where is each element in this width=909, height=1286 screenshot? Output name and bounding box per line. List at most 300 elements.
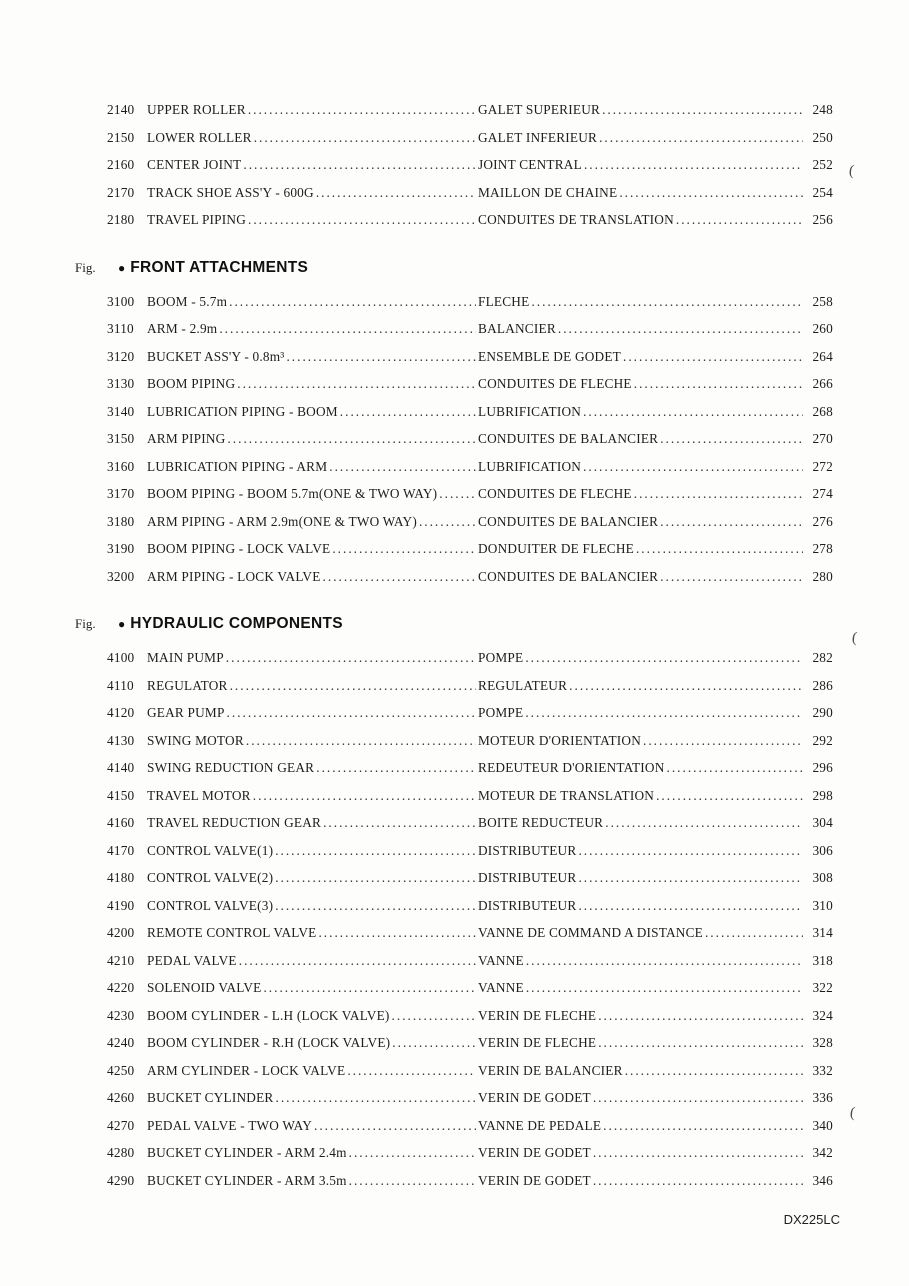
toc-row-right xyxy=(478,288,833,316)
title-en: TRAVEL REDUCTION GEAR xyxy=(147,815,322,830)
dot-leader xyxy=(248,206,476,234)
dot-leader xyxy=(239,947,476,975)
toc-row-right xyxy=(478,398,833,426)
toc-row xyxy=(75,1139,833,1167)
title-fr: JOINT CENTRAL xyxy=(478,157,582,172)
figure-number: 3110 xyxy=(107,321,134,336)
toc-row xyxy=(75,947,833,975)
title-fr: MAILLON DE CHAINE xyxy=(478,184,618,200)
page-number: 336 xyxy=(812,1090,833,1105)
dot-leader xyxy=(243,151,476,179)
figure-number: 4230 xyxy=(107,1007,135,1023)
toc-row-left xyxy=(107,370,478,398)
page-number: 328 xyxy=(812,1035,833,1050)
toc-row-left xyxy=(107,837,478,865)
dot-leader xyxy=(248,96,476,124)
dot-leader xyxy=(526,974,803,1002)
title-en: CONTROL VALVE(2) xyxy=(147,870,274,885)
dot-leader xyxy=(263,974,476,1002)
toc-row-left xyxy=(107,974,478,1002)
dot-leader xyxy=(219,315,476,343)
toc-row-right xyxy=(478,480,833,508)
figure-number: 2140 xyxy=(107,102,135,117)
page-number: 290 xyxy=(812,705,833,720)
dot-leader xyxy=(656,782,803,810)
title-en: LUBRICATION PIPING - ARM xyxy=(147,458,328,474)
dot-leader xyxy=(605,809,803,837)
toc-row-right xyxy=(478,151,833,179)
figure-number: 4280 xyxy=(107,1145,135,1160)
toc-row-left xyxy=(107,809,478,837)
dot-leader xyxy=(667,754,803,782)
dot-leader xyxy=(230,672,476,700)
title-en: ARM - 2.9m xyxy=(147,321,218,336)
dot-leader xyxy=(660,508,803,536)
toc-row xyxy=(75,96,833,124)
toc-row-right xyxy=(478,782,833,810)
dot-leader xyxy=(275,864,476,892)
title-fr: DISTRIBUTEUR xyxy=(478,842,577,858)
title-fr: POMPE xyxy=(478,650,524,665)
toc-row xyxy=(75,124,833,152)
toc-row-right xyxy=(478,1112,833,1140)
figure-number: 4120 xyxy=(107,705,135,720)
toc-row xyxy=(75,864,833,892)
toc-row-left xyxy=(107,206,478,234)
title-en: BOOM CYLINDER - R.H (LOCK VALVE) xyxy=(147,1035,391,1050)
dot-leader xyxy=(569,672,803,700)
dot-leader xyxy=(246,727,476,755)
title-fr: DISTRIBUTEUR xyxy=(478,897,577,913)
toc-row-right xyxy=(478,919,833,947)
figure-number: 3170 xyxy=(107,486,135,501)
figure-number: 3100 xyxy=(107,293,135,309)
dot-leader xyxy=(276,1084,477,1112)
title-en: LUBRICATION PIPING - BOOM xyxy=(147,403,338,419)
dot-leader xyxy=(275,837,476,865)
toc-row xyxy=(75,644,833,672)
title-fr: DISTRIBUTEUR xyxy=(478,870,577,885)
dot-leader xyxy=(349,1167,476,1195)
toc-row-right xyxy=(478,370,833,398)
title-fr: REGULATEUR xyxy=(478,677,568,693)
figure-number: 2160 xyxy=(107,157,135,172)
section-title: FRONT ATTACHMENTS xyxy=(130,258,309,276)
figure-number: 4220 xyxy=(107,980,135,995)
dot-leader xyxy=(619,179,803,207)
toc-row-right xyxy=(478,1139,833,1167)
title-fr: DONDUITER DE FLECHE xyxy=(478,541,634,556)
dot-leader xyxy=(593,1139,803,1167)
title-fr: CONDUITES DE BALANCIER xyxy=(478,513,659,529)
dot-leader xyxy=(392,1002,476,1030)
title-en: TRACK SHOE ASS'Y - 600G xyxy=(147,184,314,200)
title-fr: VERIN DE BALANCIER xyxy=(478,1062,623,1078)
dot-leader xyxy=(525,644,803,672)
dot-leader xyxy=(603,1112,803,1140)
page-number: 254 xyxy=(812,184,833,200)
title-en: ARM PIPING xyxy=(147,431,226,446)
title-fr: CONDUITES DE BALANCIER xyxy=(478,568,659,584)
title-en: BOOM - 5.7m xyxy=(147,293,228,309)
page-number: 304 xyxy=(812,815,833,830)
toc-section xyxy=(75,614,833,1194)
fig-label: Fig. xyxy=(75,616,96,631)
dot-leader xyxy=(349,1139,476,1167)
dot-leader xyxy=(318,919,476,947)
toc-row-left xyxy=(107,425,478,453)
dot-leader xyxy=(323,563,476,591)
page-number: 324 xyxy=(812,1007,833,1023)
title-fr: VANNE xyxy=(478,952,524,968)
toc-row-left xyxy=(107,782,478,810)
toc-row-left xyxy=(107,1139,478,1167)
toc-row-right xyxy=(478,672,833,700)
toc-row-left xyxy=(107,1112,478,1140)
title-en: BOOM CYLINDER - L.H (LOCK VALVE) xyxy=(147,1007,390,1023)
page-number: 346 xyxy=(812,1172,833,1188)
figure-number: 4180 xyxy=(107,870,135,885)
figure-number: 4210 xyxy=(107,952,135,968)
page-number: 314 xyxy=(812,925,833,940)
toc-row-right xyxy=(478,1084,833,1112)
dot-leader xyxy=(578,864,803,892)
figure-number: 4260 xyxy=(107,1090,135,1105)
dot-leader xyxy=(227,425,476,453)
dot-leader xyxy=(340,398,476,426)
toc-row xyxy=(75,1057,833,1085)
toc-row-left xyxy=(107,179,478,207)
title-en: BOOM PIPING - LOCK VALVE xyxy=(147,541,331,556)
dot-leader xyxy=(643,727,803,755)
toc-row xyxy=(75,837,833,865)
page-number: 286 xyxy=(812,677,833,693)
page-number: 296 xyxy=(812,760,833,775)
figure-number: 4160 xyxy=(107,815,135,830)
toc-row xyxy=(75,179,833,207)
title-en: ARM PIPING - ARM 2.9m(ONE & TWO WAY) xyxy=(147,513,417,529)
title-fr: MOTEUR DE TRANSLATION xyxy=(478,787,655,803)
toc-row-left xyxy=(107,919,478,947)
toc-row xyxy=(75,370,833,398)
title-fr: LUBRIFICATION xyxy=(478,458,582,474)
page-number: 250 xyxy=(812,129,833,145)
dot-leader xyxy=(583,398,803,426)
title-en: REMOTE CONTROL VALVE xyxy=(147,925,317,940)
toc-row xyxy=(75,727,833,755)
toc-row xyxy=(75,919,833,947)
toc-row-right xyxy=(478,864,833,892)
toc-row-right xyxy=(478,974,833,1002)
page-number: 282 xyxy=(812,650,833,665)
toc-row-right xyxy=(478,315,833,343)
title-en: PEDAL VALVE xyxy=(147,952,237,968)
figure-number: 3160 xyxy=(107,458,135,474)
page-number: 310 xyxy=(812,897,833,913)
page-number: 268 xyxy=(812,403,833,419)
toc-row xyxy=(75,699,833,727)
figure-number: 4140 xyxy=(107,760,135,775)
toc-row-right xyxy=(478,1029,833,1057)
toc-row-right xyxy=(478,1167,833,1195)
section-heading xyxy=(75,614,833,634)
page-number: 266 xyxy=(812,376,833,391)
toc-row xyxy=(75,151,833,179)
dot-leader xyxy=(237,370,476,398)
toc-row-right xyxy=(478,563,833,591)
toc-row-right xyxy=(478,96,833,124)
toc-row xyxy=(75,206,833,234)
toc-section xyxy=(75,258,833,591)
title-en: CONTROL VALVE(3) xyxy=(147,897,274,913)
dot-leader xyxy=(531,288,803,316)
dot-leader xyxy=(419,508,476,536)
toc-row xyxy=(75,892,833,920)
figure-number: 4200 xyxy=(107,925,135,940)
title-fr: VERIN DE GODET xyxy=(478,1172,591,1188)
toc-row xyxy=(75,754,833,782)
title-fr: GALET INFERIEUR xyxy=(478,129,598,145)
dot-leader xyxy=(578,837,803,865)
page-number: 298 xyxy=(812,787,833,803)
title-fr: POMPE xyxy=(478,705,524,720)
dot-leader xyxy=(323,809,476,837)
toc-row-left xyxy=(107,892,478,920)
toc-row-right xyxy=(478,179,833,207)
toc-row-right xyxy=(478,343,833,371)
figure-number: 3180 xyxy=(107,513,135,529)
toc-row xyxy=(75,1029,833,1057)
page-number: 306 xyxy=(812,842,833,858)
toc-row-right xyxy=(478,892,833,920)
title-fr: REDEUTEUR D'ORIENTATION xyxy=(478,760,665,775)
page-number: 332 xyxy=(812,1062,833,1078)
figure-number: 4270 xyxy=(107,1117,135,1133)
dot-leader xyxy=(634,480,803,508)
title-fr: BOITE REDUCTEUR xyxy=(478,815,604,830)
toc-row-left xyxy=(107,508,478,536)
title-en: CENTER JOINT xyxy=(147,157,242,172)
dot-leader xyxy=(347,1057,476,1085)
figure-number: 3150 xyxy=(107,431,135,446)
title-en: BUCKET ASS'Y - 0.8m³ xyxy=(147,348,285,364)
title-fr: CONDUITES DE TRANSLATION xyxy=(478,212,674,227)
toc-row xyxy=(75,535,833,563)
scan-artifact: ( xyxy=(851,629,858,647)
toc-row-left xyxy=(107,1029,478,1057)
dot-leader xyxy=(583,453,803,481)
figure-number: 4290 xyxy=(107,1172,135,1188)
title-en: TRAVEL MOTOR xyxy=(147,787,251,803)
title-fr: VERIN DE GODET xyxy=(478,1145,591,1160)
title-en: BOOM PIPING - BOOM 5.7m(ONE & TWO WAY) xyxy=(147,486,438,501)
toc-row-left xyxy=(107,672,478,700)
dot-leader xyxy=(316,179,476,207)
figure-number: 4170 xyxy=(107,842,135,858)
toc-row-right xyxy=(478,206,833,234)
dot-leader xyxy=(593,1167,803,1195)
dot-leader xyxy=(598,1002,803,1030)
title-fr: CONDUITES DE BALANCIER xyxy=(478,431,659,446)
toc-row-right xyxy=(478,453,833,481)
toc-row xyxy=(75,343,833,371)
dot-leader xyxy=(625,1057,803,1085)
page-number: 278 xyxy=(812,541,833,556)
scan-artifact: ( xyxy=(848,162,855,180)
toc-row-right xyxy=(478,754,833,782)
toc-row-right xyxy=(478,508,833,536)
toc-row xyxy=(75,425,833,453)
toc-row-left xyxy=(107,288,478,316)
dot-leader xyxy=(526,947,803,975)
dot-leader xyxy=(392,1029,476,1057)
dot-leader xyxy=(439,480,476,508)
title-en: LOWER ROLLER xyxy=(147,129,252,145)
dot-leader xyxy=(705,919,803,947)
title-en: ARM PIPING - LOCK VALVE xyxy=(147,568,321,584)
dot-leader xyxy=(593,1084,803,1112)
toc-row-left xyxy=(107,480,478,508)
figure-number: 4240 xyxy=(107,1035,135,1050)
toc-row xyxy=(75,1084,833,1112)
page-number: 342 xyxy=(812,1145,833,1160)
title-fr: FLECHE xyxy=(478,293,530,309)
figure-number: 4190 xyxy=(107,897,135,913)
bullet-icon: ● xyxy=(118,617,126,631)
figure-number: 2180 xyxy=(107,212,135,227)
dot-leader xyxy=(634,370,803,398)
toc-row-right xyxy=(478,1057,833,1085)
toc-row xyxy=(75,782,833,810)
toc-row xyxy=(75,315,833,343)
toc-row-right xyxy=(478,809,833,837)
dot-leader xyxy=(598,1029,803,1057)
bullet-icon: ● xyxy=(118,260,126,275)
dot-leader xyxy=(602,96,803,124)
dot-leader xyxy=(676,206,803,234)
title-fr: VANNE xyxy=(478,980,524,995)
toc-row xyxy=(75,1002,833,1030)
title-en: SWING MOTOR xyxy=(147,732,244,748)
figure-number: 4110 xyxy=(107,677,134,693)
page-number: 276 xyxy=(812,513,833,529)
title-fr: BALANCIER xyxy=(478,321,556,336)
figure-number: 3120 xyxy=(107,348,135,364)
figure-number: 2150 xyxy=(107,129,135,145)
toc-row xyxy=(75,563,833,591)
toc-row-right xyxy=(478,1002,833,1030)
toc-row xyxy=(75,672,833,700)
toc-row-left xyxy=(107,535,478,563)
dot-leader xyxy=(584,151,803,179)
page-number: 292 xyxy=(812,732,833,748)
dot-leader xyxy=(229,288,476,316)
dot-leader xyxy=(332,535,476,563)
toc-row-left xyxy=(107,727,478,755)
title-fr: GALET SUPERIEUR xyxy=(478,102,601,117)
dot-leader xyxy=(226,644,476,672)
dot-leader xyxy=(227,699,476,727)
title-en: CONTROL VALVE(1) xyxy=(147,842,274,858)
scan-artifact: ( xyxy=(849,1104,856,1122)
dot-leader xyxy=(525,699,803,727)
toc-row xyxy=(75,398,833,426)
title-fr: VERIN DE FLECHE xyxy=(478,1035,597,1050)
page-number: 318 xyxy=(812,952,833,968)
dot-leader xyxy=(660,563,803,591)
toc-row-left xyxy=(107,563,478,591)
title-fr: LUBRIFICATION xyxy=(478,403,582,419)
dot-leader xyxy=(314,1112,476,1140)
title-fr: ENSEMBLE DE GODET xyxy=(478,348,622,364)
dot-leader xyxy=(275,892,476,920)
figure-number: 4100 xyxy=(107,650,135,665)
title-en: SWING REDUCTION GEAR xyxy=(147,760,315,775)
toc-row xyxy=(75,1167,833,1195)
toc-row-left xyxy=(107,864,478,892)
toc-row xyxy=(75,809,833,837)
page-number: 280 xyxy=(812,568,833,584)
title-en: BOOM PIPING xyxy=(147,376,236,391)
dot-leader xyxy=(329,453,476,481)
title-en: UPPER ROLLER xyxy=(147,102,246,117)
page-number: 256 xyxy=(812,212,833,227)
page-number: 264 xyxy=(812,348,833,364)
title-en: BUCKET CYLINDER - ARM 2.4m xyxy=(147,1145,347,1160)
toc-row xyxy=(75,480,833,508)
section-title: HYDRAULIC COMPONENTS xyxy=(130,615,343,632)
dot-leader xyxy=(599,124,803,152)
title-en: MAIN PUMP xyxy=(147,650,224,665)
dot-leader xyxy=(253,782,476,810)
title-fr: MOTEUR D'ORIENTATION xyxy=(478,732,642,748)
dot-leader xyxy=(660,425,803,453)
toc-section xyxy=(75,96,833,234)
dot-leader xyxy=(623,343,803,371)
toc-row xyxy=(75,453,833,481)
title-en: GEAR PUMP xyxy=(147,705,225,720)
toc-row-right xyxy=(478,727,833,755)
title-en: REGULATOR xyxy=(147,677,228,693)
page-number: 340 xyxy=(812,1117,833,1133)
toc-row-left xyxy=(107,644,478,672)
toc-row xyxy=(75,508,833,536)
page-number: 252 xyxy=(812,157,833,172)
title-fr: VANNE DE PEDALE xyxy=(478,1117,602,1133)
toc-row-left xyxy=(107,343,478,371)
dot-leader xyxy=(558,315,803,343)
figure-number: 4130 xyxy=(107,732,135,748)
fig-label: Fig. xyxy=(75,259,96,275)
title-en: ARM CYLINDER - LOCK VALVE xyxy=(147,1062,346,1078)
toc-row-left xyxy=(107,699,478,727)
toc-row-left xyxy=(107,96,478,124)
toc-row-left xyxy=(107,398,478,426)
figure-number: 3130 xyxy=(107,376,135,391)
page-number: 322 xyxy=(812,980,833,995)
title-fr: VERIN DE GODET xyxy=(478,1090,591,1105)
figure-number: 3140 xyxy=(107,403,135,419)
dot-leader xyxy=(578,892,803,920)
toc-row-right xyxy=(478,837,833,865)
title-fr: CONDUITES DE FLECHE xyxy=(478,376,632,391)
figure-number: 4250 xyxy=(107,1062,135,1078)
page-number: 248 xyxy=(812,102,833,117)
title-en: PEDAL VALVE - TWO WAY xyxy=(147,1117,313,1133)
toc-row-left xyxy=(107,1084,478,1112)
toc-row-left xyxy=(107,1167,478,1195)
title-en: TRAVEL PIPING xyxy=(147,212,247,227)
